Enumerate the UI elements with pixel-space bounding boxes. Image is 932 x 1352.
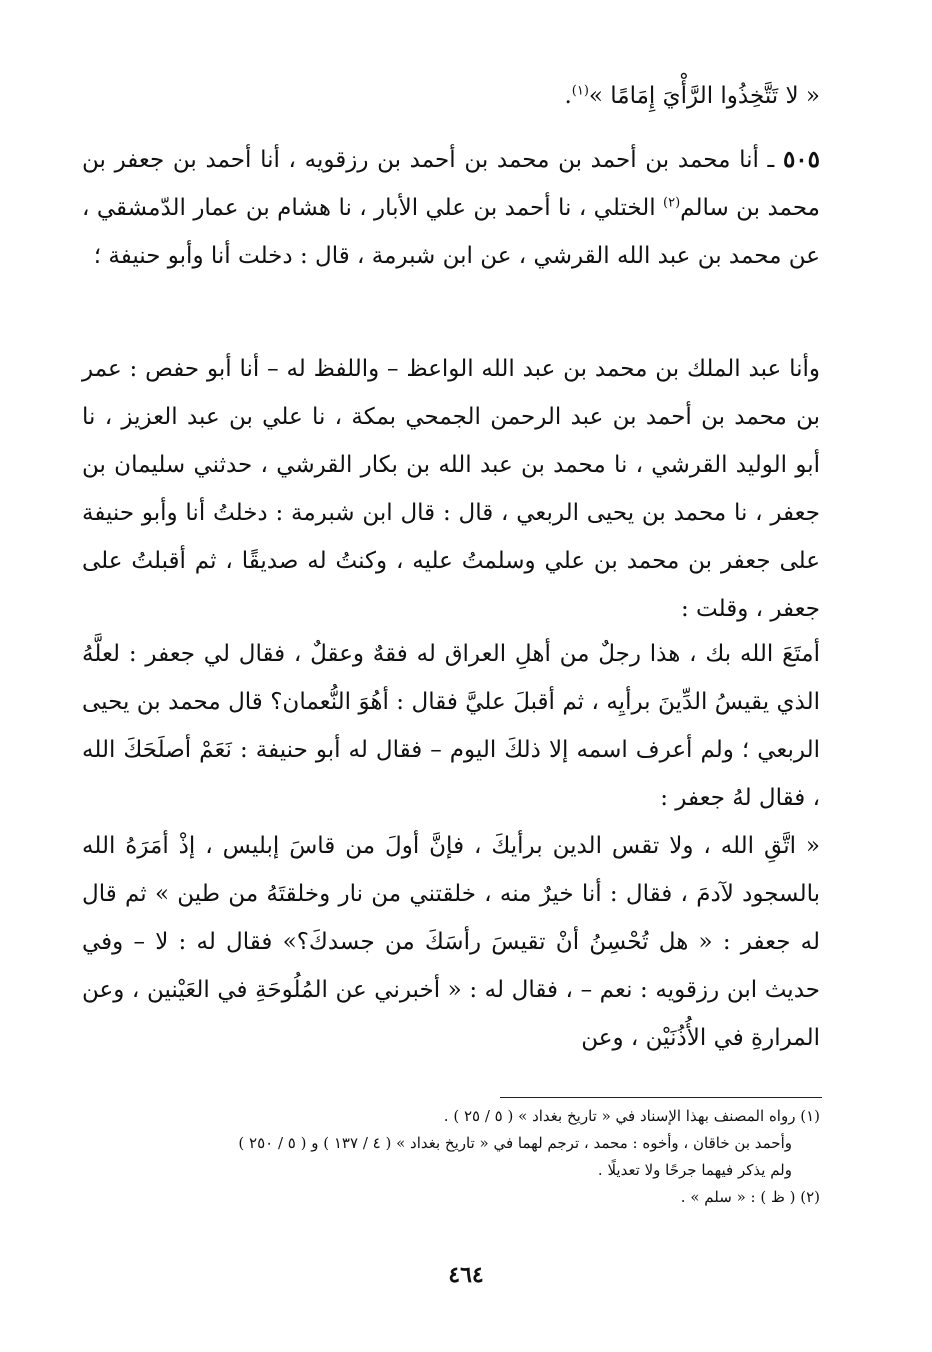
- footnote-1: (١) رواه المصنف بهذا الإسناد في « تاريخ بغداد » ( ٥ / ٢٥ ) .: [443, 1107, 820, 1125]
- speech-paragraph-text: « اتَّقِ الله ، ولا تقس الدين برأيكَ ، فإنَّ أولَ من قاسَ إبليس ، إذْ أمَرَهُ الله بالسجود لآدمَ ، فقال : أنا خيرٌ منه ، خلقتني من نار وخلقتَهُ من طين » ثم قال له جعفر : « هل تُحْسِنُ أنْ تقيسَ رأسَكَ من جسدكَ؟» فقال له : لا – وفي حديث ابن رزقويه : نعم – ، فقال له : « أخبرني عن المُلُوحَةِ في العَيْنين ، وعن المرارةِ في الأُذُنَيْن ، وعن: [82, 833, 820, 1051]
- hadith-number: ٥٠٥: [782, 146, 820, 173]
- opening-quote-text: « لا تَتَّخِذُوا الرَّأْيَ إِمَامًا »: [588, 83, 820, 109]
- footnote-1-continuation: وأحمد بن خاقان ، وأخوه : محمد ، ترجم لهما في « تاريخ بغداد » ( ٤ / ١٣٧ ) و ( ٥ / ٢٥٠ ): [238, 1134, 792, 1152]
- dialogue-paragraph: [82, 630, 820, 822]
- footnote-ref-2: (٢): [663, 195, 681, 211]
- hadith-505-text-b: الختلي ، نا أحمد بن علي الأبار ، نا هشام بن عمار الدّمشقي ، عن محمد بن عبد الله القرشي ، عن ابن شبرمة ، قال : دخلت أنا وأبو حنيفة ؛: [82, 195, 820, 269]
- footnote-divider: [500, 1097, 822, 1098]
- hadith-505-text-a: ـ أنا محمد بن أحمد بن محمد بن أحمد بن رزقويه ، أنا أحمد بن جعفر بن محمد بن سالم: [82, 147, 820, 221]
- page-number: ٤٦٤: [448, 1262, 484, 1288]
- chain-paragraph-text: وأنا عبد الملك بن محمد بن عبد الله الواعظ – واللفظ له – أنا أبو حفص : عمر بن محمد بن أحمد بن عبد الرحمن الجمحي بمكة ، نا علي بن عبد العزيز ، نا أبو الوليد القرشي ، نا محمد بن عبد الله بن بكار القرشي ، حدثني سليمان بن جعفر ، نا محمد بن يحيى الربعي ، قال : قال ابن شبرمة : دخلتُ أنا وأبو حنيفة على جعفر بن محمد بن علي وسلمتُ عليه ، وكنتُ له صديقًا ، ثم أقبلتُ على جعفر ، وقلت :: [82, 356, 820, 622]
- opening-quote-end: .: [564, 83, 572, 109]
- footnote-ref-1: (١): [571, 83, 589, 99]
- hadith-505-paragraph: [82, 136, 820, 280]
- opening-quote-line: [82, 72, 820, 120]
- footnote-2: (٢) ( ظ ) : « سلم » .: [680, 1188, 820, 1206]
- dialogue-paragraph-text: أمتَعَ الله بك ، هذا رجلٌ من أهلِ العراق له فقهٌ وعقلٌ ، فقال لي جعفر : لعلَّهُ الذي يقيسُ الدِّينَ برأيِه ، ثم أقبلَ عليَّ فقال : أهُوَ النُّعمان؟ قال محمد بن يحيى الربعي ؛ ولم أعرف اسمه إلا ذلكَ اليوم – فقال له أبو حنيفة : نَعَمْ أصلَحَكَ الله ، فقال لهُ جعفر :: [82, 641, 820, 811]
- speech-paragraph: [82, 822, 820, 1062]
- chain-paragraph: [82, 345, 820, 633]
- footnotes: [82, 1103, 820, 1211]
- footnote-1-continuation-2: ولم يذكر فيهما جرحًا ولا تعديلًا .: [597, 1161, 792, 1179]
